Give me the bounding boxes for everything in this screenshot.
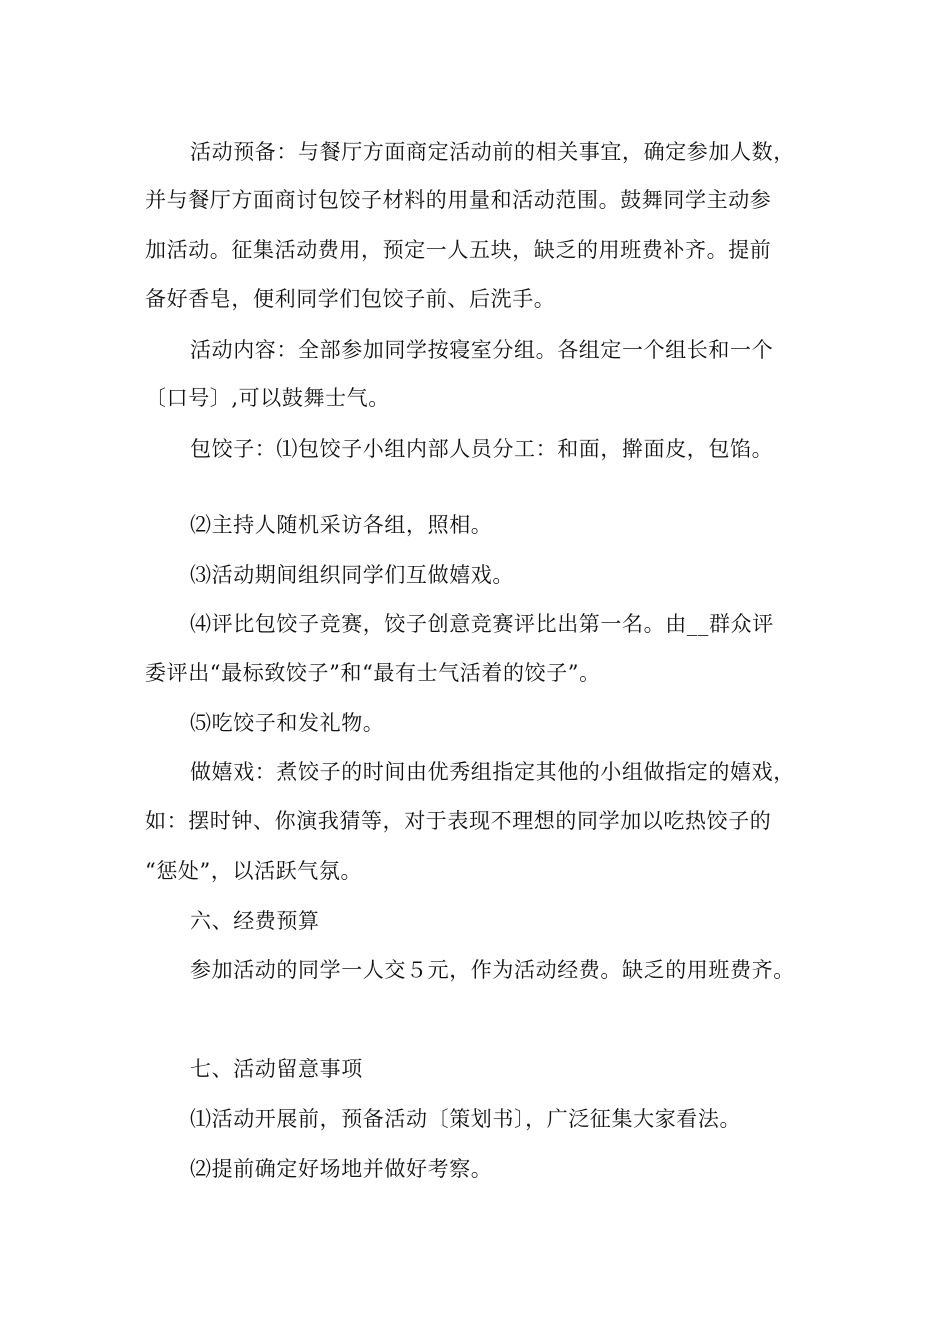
paragraph-line: “惩处”，以活跃气氛。 — [145, 859, 363, 883]
section-heading: 七、活动留意事项 — [190, 1057, 363, 1081]
paragraph-line: ⑵主持人随机采访各组，照相。 — [190, 513, 493, 537]
paragraph-line: ⑴活动开展前，预备活动〔策划书〕，广泛征集大家看法。 — [190, 1107, 742, 1131]
paragraph-line: ⑸吃饺子和发礼物。 — [190, 711, 385, 735]
paragraph-line: 参加活动的同学一人交５元，作为活动经费。缺乏的用班费齐。 — [190, 958, 795, 982]
paragraph-line: 活动内容：全部参加同学按寝室分组。各组定一个组长和一个 — [190, 338, 774, 362]
paragraph-line: 活动预备：与餐厅方面商定活动前的相关事宜，确定参加人数， — [190, 140, 795, 164]
paragraph-line: ⑵提前确定好场地并做好考察。 — [190, 1157, 493, 1181]
paragraph-line: 加活动。征集活动费用，预定一人五块，缺乏的用班费补齐。提前 — [145, 238, 772, 262]
paragraph-line: 并与餐厅方面商讨包饺子材料的用量和活动范围。鼓舞同学主动参 — [145, 188, 772, 212]
paragraph-line: 做嬉戏：煮饺子的时间由优秀组指定其他的小组做指定的嬉戏， — [190, 760, 795, 784]
paragraph-line: 备好香皂，便利同学们包饺子前、后洗手。 — [145, 287, 556, 311]
paragraph-line: 委评出“最标致饺子”和“最有士气活着的饺子”。 — [145, 661, 601, 685]
paragraph-line: ⑶活动期间组织同学们互做嬉戏。 — [190, 563, 514, 587]
paragraph-line: 包饺子：⑴包饺子小组内部人员分工：和面，擀面皮，包馅。 — [190, 437, 774, 461]
paragraph-line: 如：摆时钟、你演我猜等，对于表现不理想的同学加以吃热饺子的 — [145, 809, 772, 833]
paragraph-line: 〔口号〕,可以鼓舞士气。 — [145, 386, 390, 410]
section-heading: 六、经费预算 — [190, 909, 320, 933]
paragraph-line: ⑷评比包饺子竞赛，饺子创意竞赛评比出第一名。由__群众评 — [190, 612, 774, 636]
